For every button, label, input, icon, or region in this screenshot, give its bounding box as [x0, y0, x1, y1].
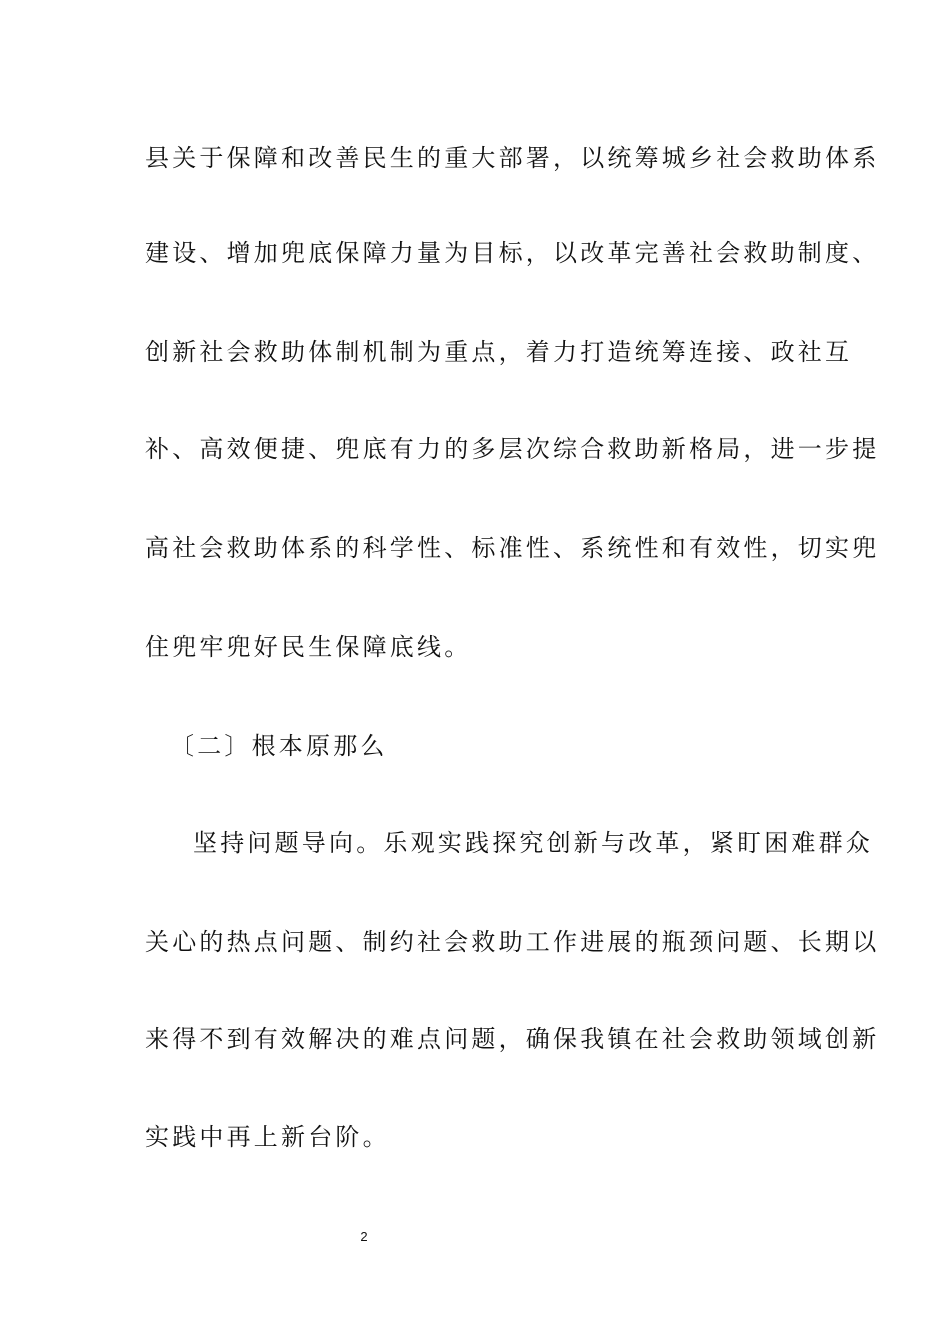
page-number: 2 [360, 1229, 368, 1244]
paragraph-1-line-6: 住兜牢兜好民生保障底线。 [145, 633, 472, 661]
paragraph-2-line-4: 实践中再上新台阶。 [145, 1123, 390, 1151]
paragraph-2-line-2: 关心的热点问题、制约社会救助工作进展的瓶颈问题、长期以 [145, 928, 880, 956]
section-heading: 〔二〕根本原那么 [170, 732, 388, 760]
paragraph-1-line-5: 高社会救助体系的科学性、标准性、系统性和有效性，切实兜 [145, 534, 880, 562]
paragraph-2-line-3: 来得不到有效解决的难点问题，确保我镇在社会救助领域创新 [145, 1025, 880, 1053]
paragraph-2-line-1: 坚持问题导向。乐观实践探究创新与改革，紧盯困难群众 [193, 829, 873, 857]
paragraph-1-line-3: 创新社会救助体制机制为重点，着力打造统筹连接、政社互 [145, 338, 853, 366]
paragraph-1-line-4: 补、高效便捷、兜底有力的多层次综合救助新格局，进一步提 [145, 435, 880, 463]
paragraph-1-line-1: 县关于保障和改善民生的重大部署，以统筹城乡社会救助体系 [145, 144, 880, 172]
paragraph-1-line-2: 建设、增加兜底保障力量为目标，以改革完善社会救助制度、 [145, 239, 880, 267]
